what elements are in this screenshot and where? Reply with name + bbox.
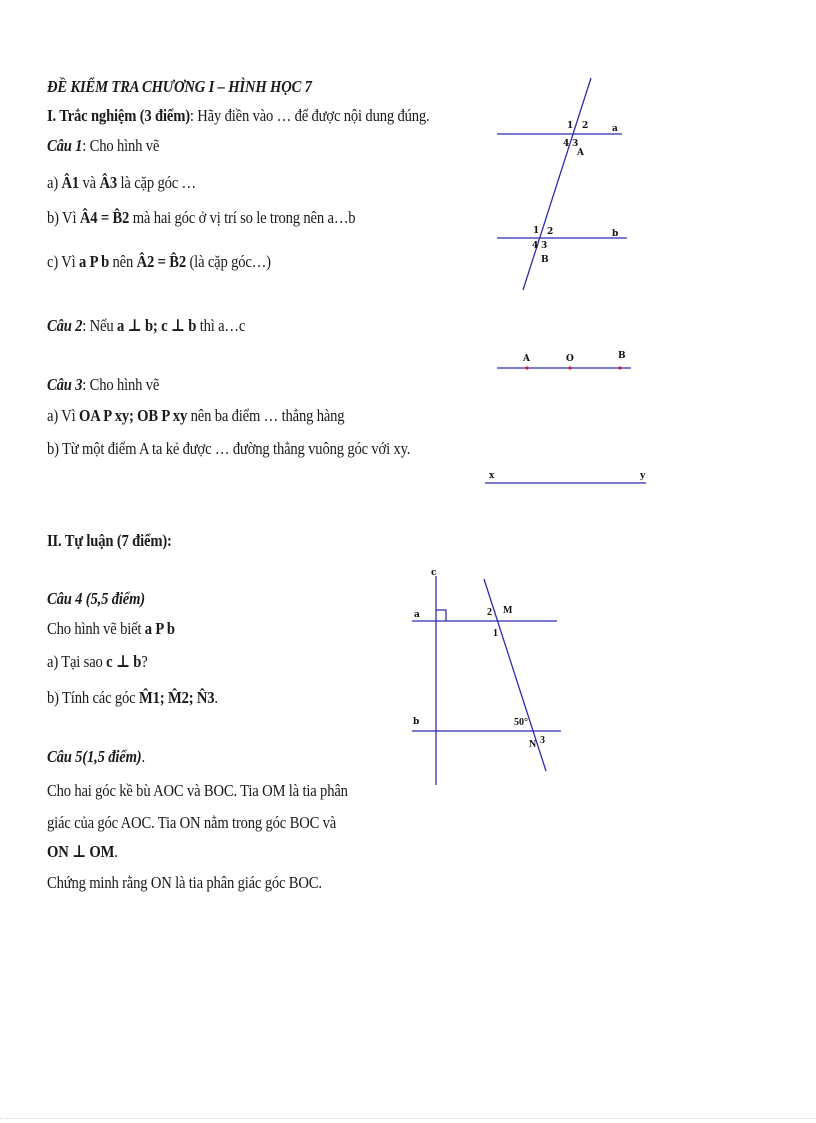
fig4-angle-m2: 2 (487, 607, 492, 618)
fig1-angle-a3: 3 (572, 139, 579, 149)
part2-heading: II. Tự luận (7 điểm): (47, 531, 172, 550)
q3-b: b) Từ một điểm A ta kẻ được … đường thẳng vuông góc với xy. (47, 439, 411, 458)
fig1-label-B: B (541, 255, 549, 265)
q2-text2: thì a…c (199, 316, 246, 335)
page-title: ĐỀ KIỂM TRA CHƯƠNG I – HÌNH HỌC 7 (47, 77, 312, 96)
q2-cond: a ⊥ b; c ⊥ b (117, 316, 197, 335)
q1-a-rest: là cặp góc … (120, 173, 197, 192)
q1-c-cond: a P b (79, 252, 110, 271)
q2-text1: : Nếu (82, 316, 114, 335)
fig2-point-O (568, 366, 571, 369)
fig4-transversal (484, 579, 546, 771)
q5-line1: Cho hai góc kề bù AOC và BOC. Tia OM là tia phân (47, 781, 348, 800)
q4-b-rest: . (214, 688, 218, 707)
fig1-angle-b1: 1 (533, 226, 540, 236)
fig2-point-A (525, 366, 528, 369)
fig1-label-a: a (612, 124, 618, 134)
q2-label: Câu 2 (47, 316, 83, 335)
fig4-label-a: a (414, 610, 420, 620)
fig1-label-A: A (577, 148, 584, 158)
part1-heading-rest: : Hãy điền vào … để được nội dung đúng. (189, 106, 430, 125)
part1-heading-bold: I. Trắc nghiệm (3 điểm) (47, 106, 190, 125)
q1-a-sym1: Â1 (61, 173, 80, 192)
q5-label-text: Câu 5(1,5 điểm) (47, 747, 142, 766)
fig1-transversal (523, 78, 591, 290)
q1-label: Câu 1 (47, 136, 83, 155)
q4-a-expr: c ⊥ b (106, 652, 142, 671)
fig4-label-M: M (503, 605, 513, 616)
fig1-angle-a4: 4 (563, 139, 570, 149)
fig4-label-c: c (431, 568, 437, 578)
q5-line2: giác của góc AOC. Tia ON nằm trong góc BOC và (47, 813, 337, 832)
q1-b-rest: mà hai góc ở vị trí so le trong nên a…b (132, 208, 356, 227)
fig3-label-y: y (640, 471, 646, 481)
q5-line3-expr: ON ⊥ OM (47, 842, 115, 861)
q5-line4: Chứng minh rằng ON là tia phân giác góc BOC. (47, 873, 322, 892)
fig4-angle-50: 50° (514, 717, 528, 728)
q4-given-expr: a P b (144, 619, 175, 638)
figure-2 (497, 351, 631, 370)
figure-1-labels (532, 121, 618, 265)
q4-a-rest: ? (141, 652, 148, 671)
q1-c-expr: Â2 = B̂2 (136, 252, 186, 271)
q4-given-prefix: Cho hình vẽ biết (47, 619, 142, 638)
q1-b-expr: Â4 = B̂2 (79, 208, 130, 227)
fig4-right-angle-mark (436, 610, 446, 621)
fig1-angle-b3: 3 (541, 241, 548, 251)
q1-c-rest: (là cặp góc…) (189, 252, 271, 271)
fig1-angle-a2: 2 (582, 121, 589, 131)
fig2-label-O: O (566, 354, 574, 364)
q4-b-prefix: b) Tính các góc (47, 688, 136, 707)
figure-3 (485, 471, 646, 483)
q1-a-sym2: Â3 (99, 173, 118, 192)
q1-b-prefix: b) Vì (47, 208, 77, 227)
q4-b-expr: M̂1; M̂2; N̂3 (138, 688, 215, 707)
page-bottom-border (0, 1118, 816, 1119)
q1-a-prefix: a) (47, 173, 59, 192)
q3-label: Câu 3 (47, 375, 83, 394)
figure-1 (497, 78, 627, 290)
fig1-angle-a1: 1 (567, 121, 574, 131)
q5-line3-dot: . (114, 842, 118, 861)
q3-a-prefix: a) Vì (47, 406, 76, 425)
q5-label-dot: . (141, 747, 145, 766)
fig4-label-N: N (529, 739, 537, 750)
q3-a-rest: nên ba điểm … thẳng hàng (190, 406, 345, 425)
q4-a-prefix: a) Tại sao (47, 652, 103, 671)
fig1-angle-b4: 4 (532, 241, 539, 251)
q4-label: Câu 4 (5,5 điểm) (47, 589, 145, 608)
fig4-angle-n3: 3 (540, 735, 545, 746)
q1-intro-text: : Cho hình vẽ (82, 136, 160, 155)
q1-a-mid: và (82, 173, 97, 192)
fig2-point-B (618, 366, 621, 369)
fig3-label-x: x (489, 471, 495, 481)
fig2-label-B: B (618, 351, 626, 361)
figure-4-labels (413, 568, 545, 750)
fig2-label-A: A (523, 354, 530, 364)
fig1-label-b: b (612, 229, 619, 239)
q3-a-cond: OA P xy; OB P xy (79, 406, 188, 425)
fig1-angle-b2: 2 (547, 227, 554, 237)
q3-intro-text: : Cho hình vẽ (82, 375, 160, 394)
q1-c-prefix: c) Vì (47, 252, 76, 271)
fig4-angle-m1: 1 (493, 628, 498, 639)
q1-c-mid: nên (112, 252, 134, 271)
fig4-label-b: b (413, 717, 420, 727)
